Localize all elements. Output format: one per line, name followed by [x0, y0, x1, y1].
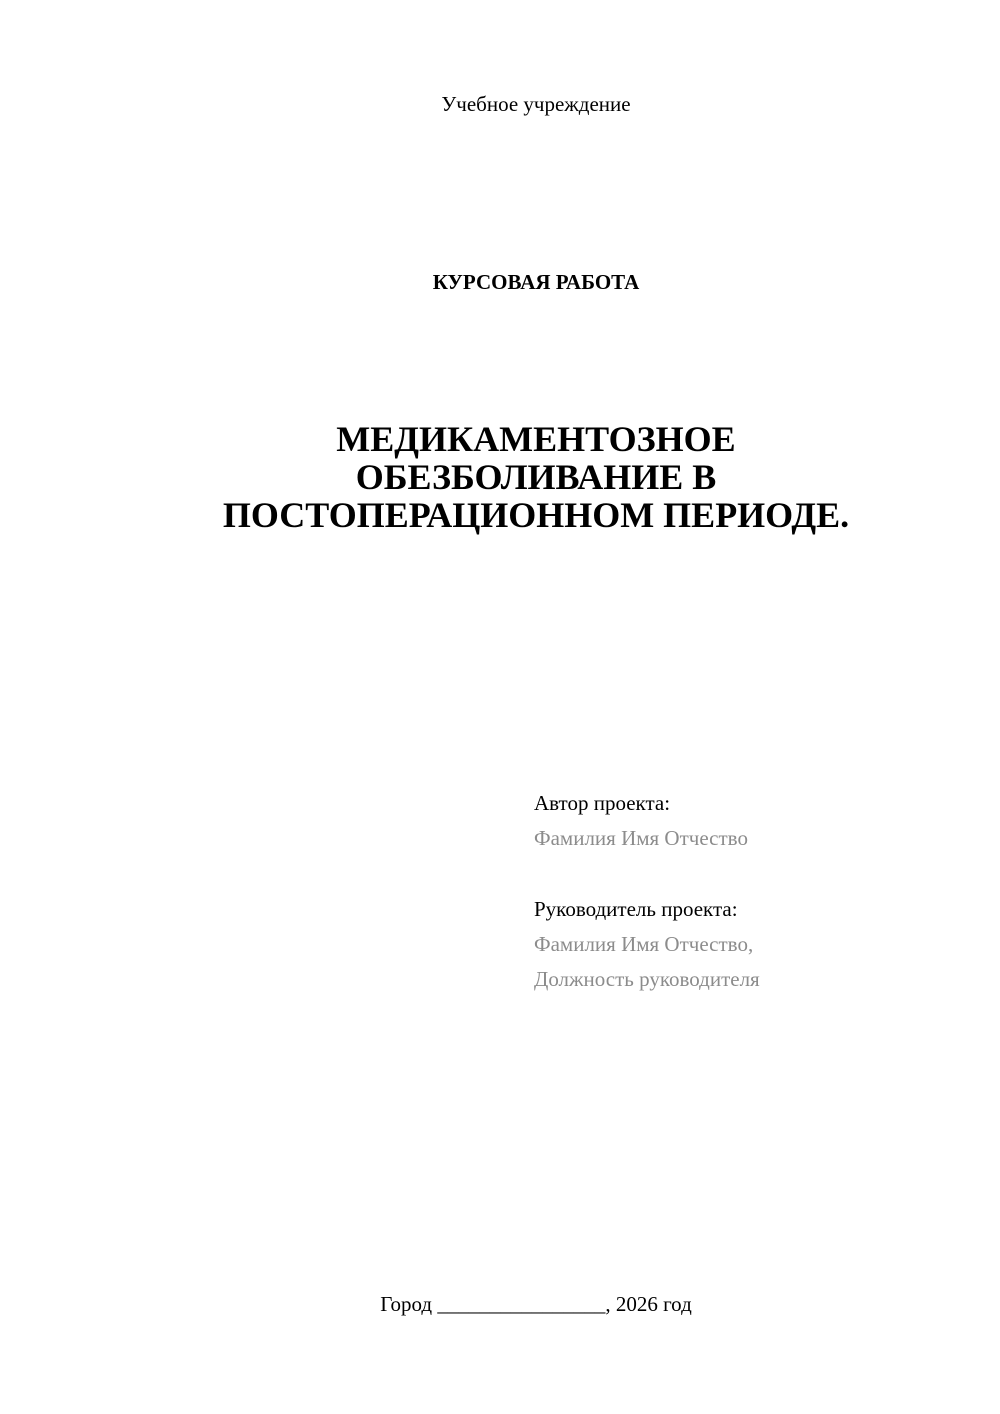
supervisor-position: Должность руководителя — [534, 967, 760, 991]
author-name: Фамилия Имя Отчество — [534, 826, 748, 850]
supervisor-name: Фамилия Имя Отчество, — [534, 932, 754, 956]
supervisor-label: Руководитель проекта: — [534, 897, 738, 921]
work-title-line: ОБЕЗБОЛИВАНИЕ В — [355, 457, 717, 497]
work-title-line: МЕДИКАМЕНТОЗНОЕ — [336, 419, 736, 459]
credits-block — [534, 786, 974, 997]
author-label: Автор проекта: — [534, 791, 671, 815]
work-title-line: ПОСТОПЕРАЦИОННОМ ПЕРИОДЕ. — [222, 495, 850, 535]
institution-name: Учебное учреждение — [441, 92, 631, 116]
city-year-footer: Город ________________, 2026 год — [380, 1292, 692, 1316]
work-type-heading: КУРСОВАЯ РАБОТА — [432, 270, 640, 294]
work-title — [0, 420, 1000, 534]
